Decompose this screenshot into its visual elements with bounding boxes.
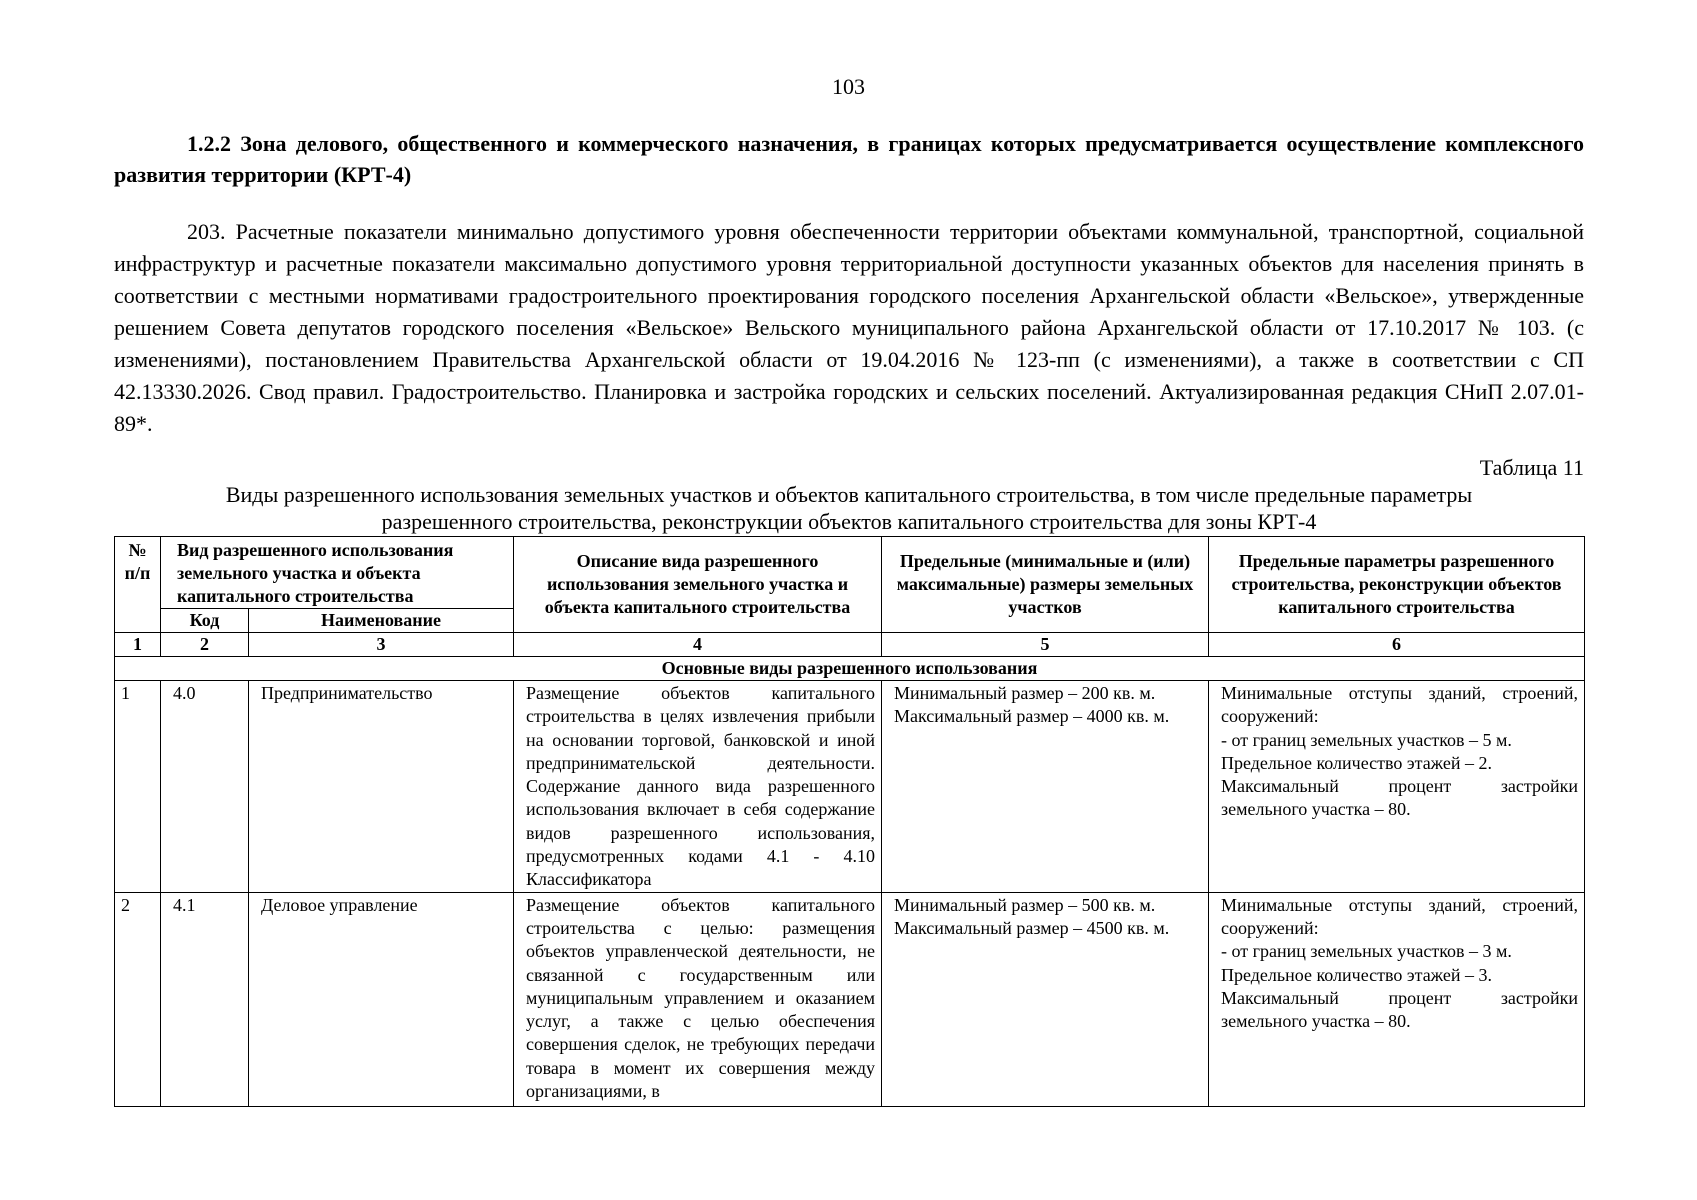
table-caption-line-2: разрешенного строительства, реконструкции объектов капитального строительства для зоны КРТ-4 bbox=[381, 509, 1317, 534]
column-index: 5 bbox=[882, 633, 1209, 657]
header-plot-size: Предельные (минимальные и (или) максимальные) размеры земельных участков bbox=[882, 537, 1209, 633]
subheader-main-uses: Основные виды разрешенного использования bbox=[115, 657, 1585, 681]
column-index: 6 bbox=[1209, 633, 1585, 657]
row-code: 4.0 bbox=[161, 681, 249, 893]
plot-size-min: Минимальный размер – 200 кв. м. bbox=[894, 683, 1156, 703]
table-header-row bbox=[115, 537, 1585, 609]
param-setback-value: - от границ земельных участков – 5 м. bbox=[1221, 729, 1512, 750]
row-build-params bbox=[1209, 892, 1585, 1106]
table-caption bbox=[114, 481, 1584, 535]
row-build-params bbox=[1209, 681, 1585, 893]
header-code: Код bbox=[161, 609, 249, 633]
section-heading: 1.2.2 Зона делового, общественного и коммерческого назначения, в границах которых предусматривается осуществление комплексного развития территории (КРТ-4) bbox=[114, 131, 1584, 187]
param-floors: Предельное количество этажей – 3. bbox=[1221, 964, 1492, 985]
row-description: Размещение объектов капитального строительства в целях извлечения прибыли на основании торговой, банковской и иной предпринимательской деятельности. Содержание данного вида разрешенного использования включает в себя содержание видов разрешенного использования, предусмотренных кодами 4.1 - 4.10 Классификатора bbox=[514, 681, 882, 893]
row-plot-size bbox=[882, 892, 1209, 1106]
param-floors: Предельное количество этажей – 2. bbox=[1221, 752, 1492, 773]
column-index: 2 bbox=[161, 633, 249, 657]
column-index-row bbox=[115, 633, 1585, 657]
row-name: Деловое управление bbox=[249, 892, 514, 1106]
header-num: № п/п bbox=[115, 537, 161, 633]
plot-size-min: Минимальный размер – 500 кв. м. bbox=[894, 894, 1156, 915]
param-setback: Минимальные отступы зданий, строений, сооружений: bbox=[1221, 894, 1579, 938]
row-code: 4.1 bbox=[161, 892, 249, 1106]
param-coverage: Максимальный процент застройки земельного участка – 80. bbox=[1221, 987, 1579, 1032]
subheader-row bbox=[115, 657, 1585, 681]
row-num: 2 bbox=[115, 892, 161, 1106]
row-name: Предпринимательство bbox=[249, 681, 514, 893]
column-index: 4 bbox=[514, 633, 882, 657]
row-plot-size bbox=[882, 681, 1209, 893]
table-caption-line-1: Виды разрешенного использования земельных участков и объектов капитального строительства, в том числе предельные параметры bbox=[225, 482, 1473, 507]
row-description: Размещение объектов капитального строительства с целью: размещения объектов управленческой деятельности, не связанной с государственным или муниципальным управлением и оказанием услуг, а также с целью обеспечения совершения сделок, не требующих передачи товара в момент их совершения между организациями, в bbox=[514, 892, 882, 1106]
row-num: 1 bbox=[115, 681, 161, 893]
param-setback: Минимальные отступы зданий, строений, сооружений: bbox=[1221, 683, 1579, 727]
land-use-table bbox=[114, 536, 1585, 1107]
param-setback-value: - от границ земельных участков – 3 м. bbox=[1221, 941, 1512, 962]
body-paragraph: 203. Расчетные показатели минимально допустимого уровня обеспеченности территории объектами коммунальной, транспортной, социальной инфраструктур и расчетные показатели максимально допустимого уровня территориальной доступности указанных объектов для населения принять в соответствии с местными нормативами градостроительного проектирования городского поселения Архангельской области «Вельское», утвержденные решением Совета депутатов городского поселения «Вельское» Вельского муниципального района Архангельской области от 17.10.2017 № 103. (с изменениями), постановлением Правительства Архангельской области от 19.04.2016 № 123-пп (с изменениями), а также в соответствии с СП 42.13330.2026. Свод правил. Градостроительство. Планировка и застройка городских и сельских поселений. Актуализированная редакция СНиП 2.07.01-89*. bbox=[114, 219, 1584, 436]
header-vri: Вид разрешенного использования земельного участка и объекта капитального строительства bbox=[161, 537, 514, 609]
header-description: Описание вида разрешенного использования земельного участка и объекта капитального строительства bbox=[514, 537, 882, 633]
page-number: 103 bbox=[832, 74, 865, 99]
table-row bbox=[115, 892, 1585, 1106]
table-row bbox=[115, 681, 1585, 893]
column-index: 3 bbox=[249, 633, 514, 657]
plot-size-max: Максимальный размер – 4500 кв. м. bbox=[894, 917, 1170, 938]
header-build-params: Предельные параметры разрешенного строительства, реконструкции объектов капитального строительства bbox=[1209, 537, 1585, 633]
param-coverage: Максимальный процент застройки земельного участка – 80. bbox=[1221, 776, 1579, 820]
header-name: Наименование bbox=[249, 609, 514, 633]
column-index: 1 bbox=[115, 633, 161, 657]
plot-size-max: Максимальный размер – 4000 кв. м. bbox=[894, 706, 1170, 727]
table-number: Таблица 11 bbox=[1479, 455, 1584, 480]
